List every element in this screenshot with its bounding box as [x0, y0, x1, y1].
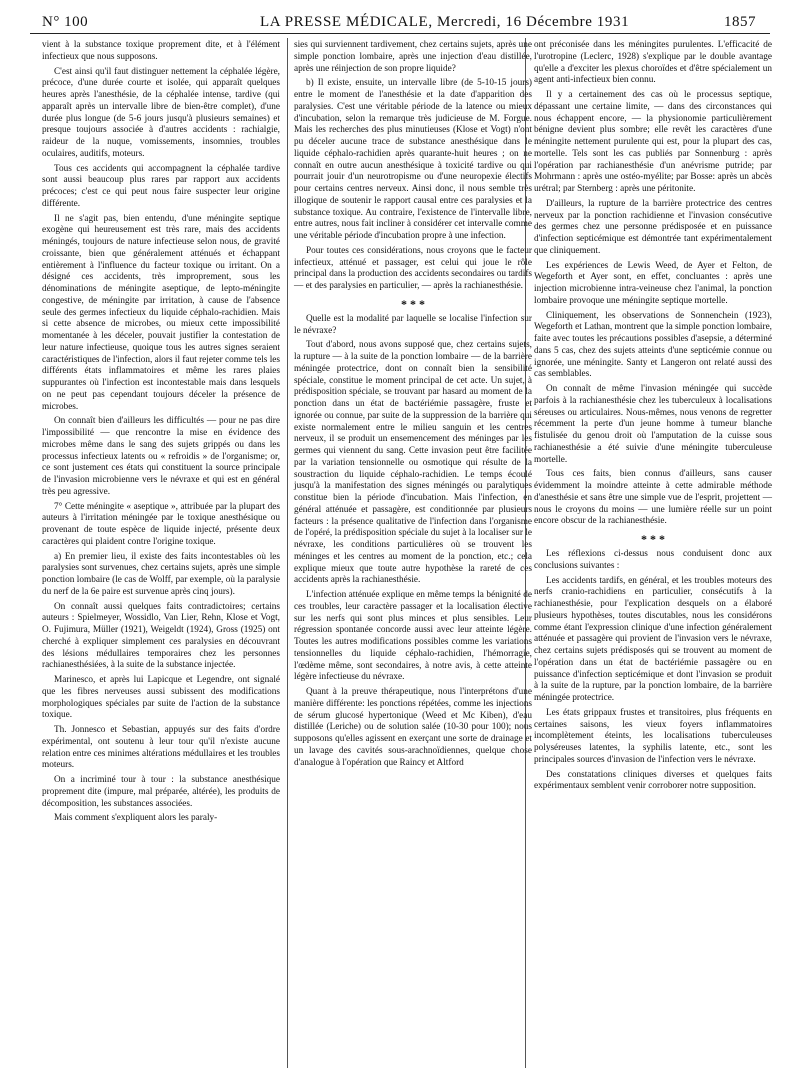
paragraph: Les accidents tardifs, en général, et les troubles moteurs des nerfs cranio-rachidiens en particulier, consécutifs à la rachianesthésie, pour l'explication desquels on a élaboré plusieurs hypothèses, toutes discutables, nous les considérons comme étant l'expression clinique d'une infection généralement atténuée et passagère qui provient de l'invasion vers le névraxe, chez certains sujets prédisposés qui se trouvent au moment de l'opération dans un état de bactériémie passagère ou en puissance d'infection septicémique et dont l'invasion se produit à la suite de la rupture, par la ponction lombaire, de la barrière méningée protectrice.	[534, 575, 772, 703]
paragraph: Les expériences de Lewis Weed, de Ayer et Felton, de Wegeforth et Ayer sont, en effet, concluantes : après une injection microbienne intra-veineuse chez l'animal, la ponction lombaire provoque une méningite septique mortelle.	[534, 260, 772, 306]
paragraph: ont préconisée dans les méningites purulentes. L'efficacité de l'urotropine (Leclerc, 1928) s'explique par le double avantage qu'elle a d'exciter les plexus choroïdes et d'être spécialement un agent anti-infectieux bien connu.	[534, 40, 772, 86]
paragraph: Il ne s'agit pas, bien entendu, d'une méningite septique exogène qui heureusement est très rare, mais des accidents méningés, toujours de nature infectieuse selon nous, de gravité croissante, bien que généralement atténués et échappant entièrement à l'influence du facteur toxique ou irritant. On a désigné ces accidents, très improprement, sous les dénominations de méningite aseptique, de lepto-méningite congestive, de méningite par irritation, à cause de l'absence seule des germes infectieux du liquide céphalo-rachidien. Mais si cette absence de microbes, ou mieux cette impossibilité momentanée à les déceler, pouvait justifier la contestation de leur nature infectieuse, quoique tous les autres signes seraient caractéristiques de l'infection, alors il faut rejeter comme tels les différents états inflammatoires et même les rares plaies suppurantes où l'infection est incontestable mais dans lesquels on ne peut pas cependant toujours déceler la présence de microbes.	[42, 213, 280, 412]
header-rule	[30, 33, 770, 34]
column-divider	[287, 38, 288, 1068]
paragraph: L'infection atténuée explique en même temps la bénignité de ces troubles, leur caractère passager et la localisation élective sur les nerfs qui sont plus minces et plus sensibles. Leur régression spontanée concorde aussi avec leur atteinte légère. Toutes les autres modifications possibles comme les variations tensionnelles du liquide céphalo-rachidien, l'hémorragie, l'œdème même, sont secondaires, à notre avis, à cette atteinte légère infectieuse du névraxe.	[294, 590, 532, 683]
paragraph: sies qui surviennent tardivement, chez certains sujets, après une simple ponction lombaire, après une injection d'eau distillée, après une réinjection de son propre liquide?	[294, 40, 532, 74]
paragraph: C'est ainsi qu'il faut distinguer nettement la céphalée légère, précoce, d'une durée courte et isolée, qui apparaît quelques heures après l'anesthésie, de la céphalée intense, tardive (qui apparaît après un intervalle libre de bien-être complet), d'une durée plus longue (de 5-6 jours jusqu'à plusieurs semaines) et presque toujours associée à d'autres accidents : rachialgie, raideur de la nuque, vomissements, insomnies, troubles oculaires, auditifs, moteurs.	[42, 66, 280, 159]
paragraph: Tout d'abord, nous avons supposé que, chez certains sujets, la rupture — à la suite de la ponction lombaire — de la barrière méningée protectrice, dont on connaît bien la sensibilité spéciale, constitue le moment principal de cet acte. Un sujet, à prédisposition spéciale, se trouvant par hasard au moment de la ponction dans un état de bactériémie passagère, fruste et ignorée ou connue, par suite de la suppression de la barrière qui existe normalement entre le milieu sanguin et les centres nerveux, il se produit un ensemencement des méninges par les germes qui viennent du sang. Cette invasion peut être facilitée par la variation tensionnelle ou osmotique qui résulte de la soustraction du liquide céphalo-rachidien. Le temps écoulé jusqu'à la manifestation des signes méningés ou paralytiques constitue bien la période d'incubation. Mais l'infection, en général atténuée et passagère, est conditionnée par plusieurs facteurs : la présence qualitative de l'infection dans l'organisme de l'opéré, la prédisposition spéciale du sujet à la localiser sur le névraxe, les conditions particulières où se trouvent les méninges et les centres au moment de la ponction, etc.; cela explique mieux que toute autre hypothèse la rareté de ces accidents après la rachianesthésie.	[294, 340, 532, 586]
paragraph: vient à la substance toxique proprement dite, et à l'élément infectieux que nous supposons.	[42, 40, 280, 62]
paragraph: Th. Jonnesco et Sebastian, appuyés sur des faits d'ordre expérimental, ont soutenu à leur tour qu'il n'existe aucune relation entre ces minimes altérations médullaires et les troubles moteurs.	[42, 725, 280, 771]
section-separator: * * *	[641, 532, 665, 546]
paragraph: Cliniquement, les observations de Sonnenchein (1923), Wegeforth et Lathan, montrent que la simple ponction lombaire, faite avec toutes les précautions possibles d'asepsie, a déterminé dans 5 cas, chez des sujets atteints d'une septicémie connue ou ignorée, une méningite. Santy et Langeron ont relaté aussi des cas semblables.	[534, 310, 772, 380]
paragraph: Il y a certainement des cas où le processus septique, dépassant une certaine limite, — dans des circonstances qui nous échappent encore, — la physionomie particulièrement bénigne devient plus sombre; elle revêt les caractères d'une méningite nettement purulente qui est, pour la plupart des cas, mortelle. Tels sont les cas publiés par Sonnenburg : après l'opération par rachianesthésie d'un anévrisme putride; par Mohrmann : après une ostéo-myélite; par Bosse: après un abcès urétral; par Sternberg : après une péritonite.	[534, 90, 772, 194]
page-number: 1857	[724, 14, 756, 30]
section-separator: * * *	[401, 296, 425, 311]
paragraph: D'ailleurs, la rupture de la barrière protectrice des centres nerveux par la ponction rachidienne et l'invasion consécutive des germes chez une personne prédisposée et en puissance d'infection septicémique est démontrée tant expérimentalement que cliniquement.	[534, 198, 772, 256]
paragraph: On a incriminé tour à tour : la substance anesthésique proprement dite (impure, mal préparée, altérée), les produits de décomposition, les substances associées.	[42, 775, 280, 809]
paragraph: a) En premier lieu, il existe des faits incontestables où les paralysies sont survenues, chez certains sujets, après une simple ponction lombaire (le cas de Wolff, par exemple, où la paralysie du nerf de la 6e paire est survenue après cinq jours).	[42, 551, 280, 597]
paragraph: Quant à la preuve thérapeutique, nous l'interprétons d'une manière différente: les ponctions répétées, comme les injections de sérum glucosé hypertonique (Weed et Mc Kiben), d'eau distillée (Leriche) ou de solution salée (10-30 pour 100); nous supposons qu'elles agissent en exerçant une sorte de drainage et un lavage des cavités sous-arachnoïdiennes, quelque chose d'analogue à l'opération que Raincy et Altford	[294, 687, 532, 768]
paragraph: Pour toutes ces considérations, nous croyons que le facteur infectieux, atténué et passager, est celui qui joue le rôle principal dans la production des accidents secondaires ou tardifs — et des paralysies en particulier, — après la rachianesthésie.	[294, 245, 532, 291]
paragraph: Mais comment s'expliquent alors les paraly-	[54, 813, 218, 824]
paragraph: On connaît bien d'ailleurs les difficultés — pour ne pas dire l'impossibilité — que rencontre la mise en évidence des microbes même dans le sang des sujets grippés ou dans les processus infectieux latents ou « refroidis » de l'organisme; or, ce sont justement ces états qui constituent la source principale de l'invasion microbienne vers le névraxe et qui est en général très peu agressive.	[42, 416, 280, 497]
journal-title: LA PRESSE MÉDICALE, Mercredi, 16 Décembre 1931	[260, 14, 630, 30]
paragraph: Des constatations cliniques diverses et quelques faits expérimentaux semblent venir corroborer notre supposition.	[534, 769, 772, 792]
paragraph: On connaît de même l'invasion méningée qui succède parfois à la rachianesthésie chez les tuberculeux à localisations séreuses ou articulaires. Nous-mêmes, nous venons de regretter récemment la perte d'un jeune homme à tumeur blanche fistulisée du genou droit où l'amputation de la cuisse sous rachianesthésie a été suivie d'une méningite tuberculeuse mortelle.	[534, 384, 772, 465]
issue-number: N° 100	[42, 14, 89, 30]
paragraph: 7° Cette méningite « aseptique », attribuée par la plupart des auteurs à l'irritation méningée par le toxique anesthésique ou provenant de toute espèce de liquide injecté, présente deux caractères qui plaident contre l'origine toxique.	[42, 501, 280, 547]
column-left	[42, 40, 280, 828]
paragraph: Les réflexions ci-dessus nous conduisent donc aux conclusions suivantes :	[534, 549, 772, 571]
paragraph: b) Il existe, ensuite, un intervalle libre (de 5-10-15 jours) entre le moment de l'anesthésie et la date d'apparition des paralysies. C'est une véritable période de la latence ou mieux d'incubation, selon la remarque très judicieuse de M. Forgue. Mais les recherches des plus minutieuses (Klose et Vogt) n'ont pu déceler aucune trace de substance anesthésique dans le liquide céphalo-rachidien après quarante-huit heures ; on ne connaît en outre aucun anesthésique à toxicité tardive ou qui pourrait jouir d'un neurotropisme ou d'une neuropexie électifs pour certains centres nerveux. Ainsi donc, il nous semble très illogique de soutenir le rapport causal entre ces paralysies et la substance toxique. Au contraire, l'existence de l'intervalle libre, entre autres, nous fait incliner à considérer cet intervalle comme une véritable période d'incubation propre à une infection.	[294, 78, 532, 241]
paragraph: Marinesco, et après lui Lapicque et Legendre, ont signalé que les fibres nerveuses aussi subissent des modifications morphologiques spéciales par suite de l'action de la substance toxique.	[42, 675, 280, 721]
column-right	[534, 40, 772, 796]
paragraph: Quelle est la modalité par laquelle se localise l'infection sur le névraxe?	[294, 313, 532, 336]
paragraph: Tous ces accidents qui accompagnent la céphalée tardive sont aussi beaucoup plus rares par rapport aux accidents précoces; c'est ce qui peut nous faire suspecter leur origine différente.	[42, 163, 280, 209]
paragraph: On connaît aussi quelques faits contradictoires; certains auteurs : Spielmeyer, Wossidlo, Van Lier, Rehn, Klose et Vogt, O. Fujimura, Müller (1921), Weigeldt (1924), Gross (1925) ont cherché à expliquer simplement ces paralysies en découvrant des lésions médullaires temporaires chez les personnes rachianesthésiées, à la suite de la substance injectée.	[42, 601, 280, 671]
paragraph: Les états grippaux frustes et transitoires, plus fréquents en certaines saisons, les vieux foyers inflammatoires incomplètement éteints, les localisations tuberculeuses polyséreuses latentes, la syphilis latente, etc., sont les principales sources d'invasion de l'infection vers le névraxe.	[534, 707, 772, 765]
column-middle	[294, 40, 532, 772]
paragraph: Tous ces faits, bien connus d'ailleurs, sans causer évidemment la moindre atteinte à cette admirable méthode d'anesthésie et sans être une simple vue de l'esprit, projettent — nous le croyons du moins — une lumière réelle sur un point encore obscur de la rachianesthésie.	[534, 469, 772, 527]
